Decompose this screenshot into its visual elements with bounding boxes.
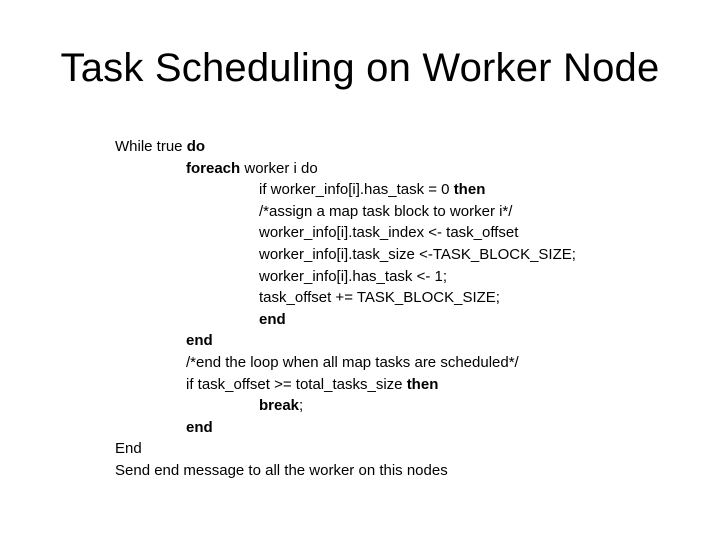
code-line: foreach worker i do <box>186 159 318 177</box>
code-line: break; <box>259 397 304 415</box>
code-line: worker_info[i].has_task <- 1; <box>259 267 448 285</box>
code-line: if worker_info[i].has_task = 0 then <box>259 181 486 199</box>
code-line: End <box>115 440 142 458</box>
code-line: /*assign a map task block to worker i*/ <box>259 202 513 220</box>
pseudocode-block <box>115 136 695 482</box>
code-line: end <box>186 332 213 350</box>
code-line: end <box>259 310 286 328</box>
code-line: task_offset += TASK_BLOCK_SIZE; <box>259 289 500 307</box>
code-line: end <box>186 418 213 436</box>
code-line: /*end the loop when all map tasks are scheduled*/ <box>186 353 519 371</box>
code-line: Send end message to all the worker on this nodes <box>115 461 448 479</box>
code-line: While true do <box>115 138 206 155</box>
code-line: worker_info[i].task_index <- task_offset <box>259 224 519 242</box>
code-line: worker_info[i].task_size <-TASK_BLOCK_SIZE; <box>259 245 576 263</box>
code-line: if task_offset >= total_tasks_size then <box>186 375 439 393</box>
slide-title: Task Scheduling on Worker Node <box>60 46 660 90</box>
